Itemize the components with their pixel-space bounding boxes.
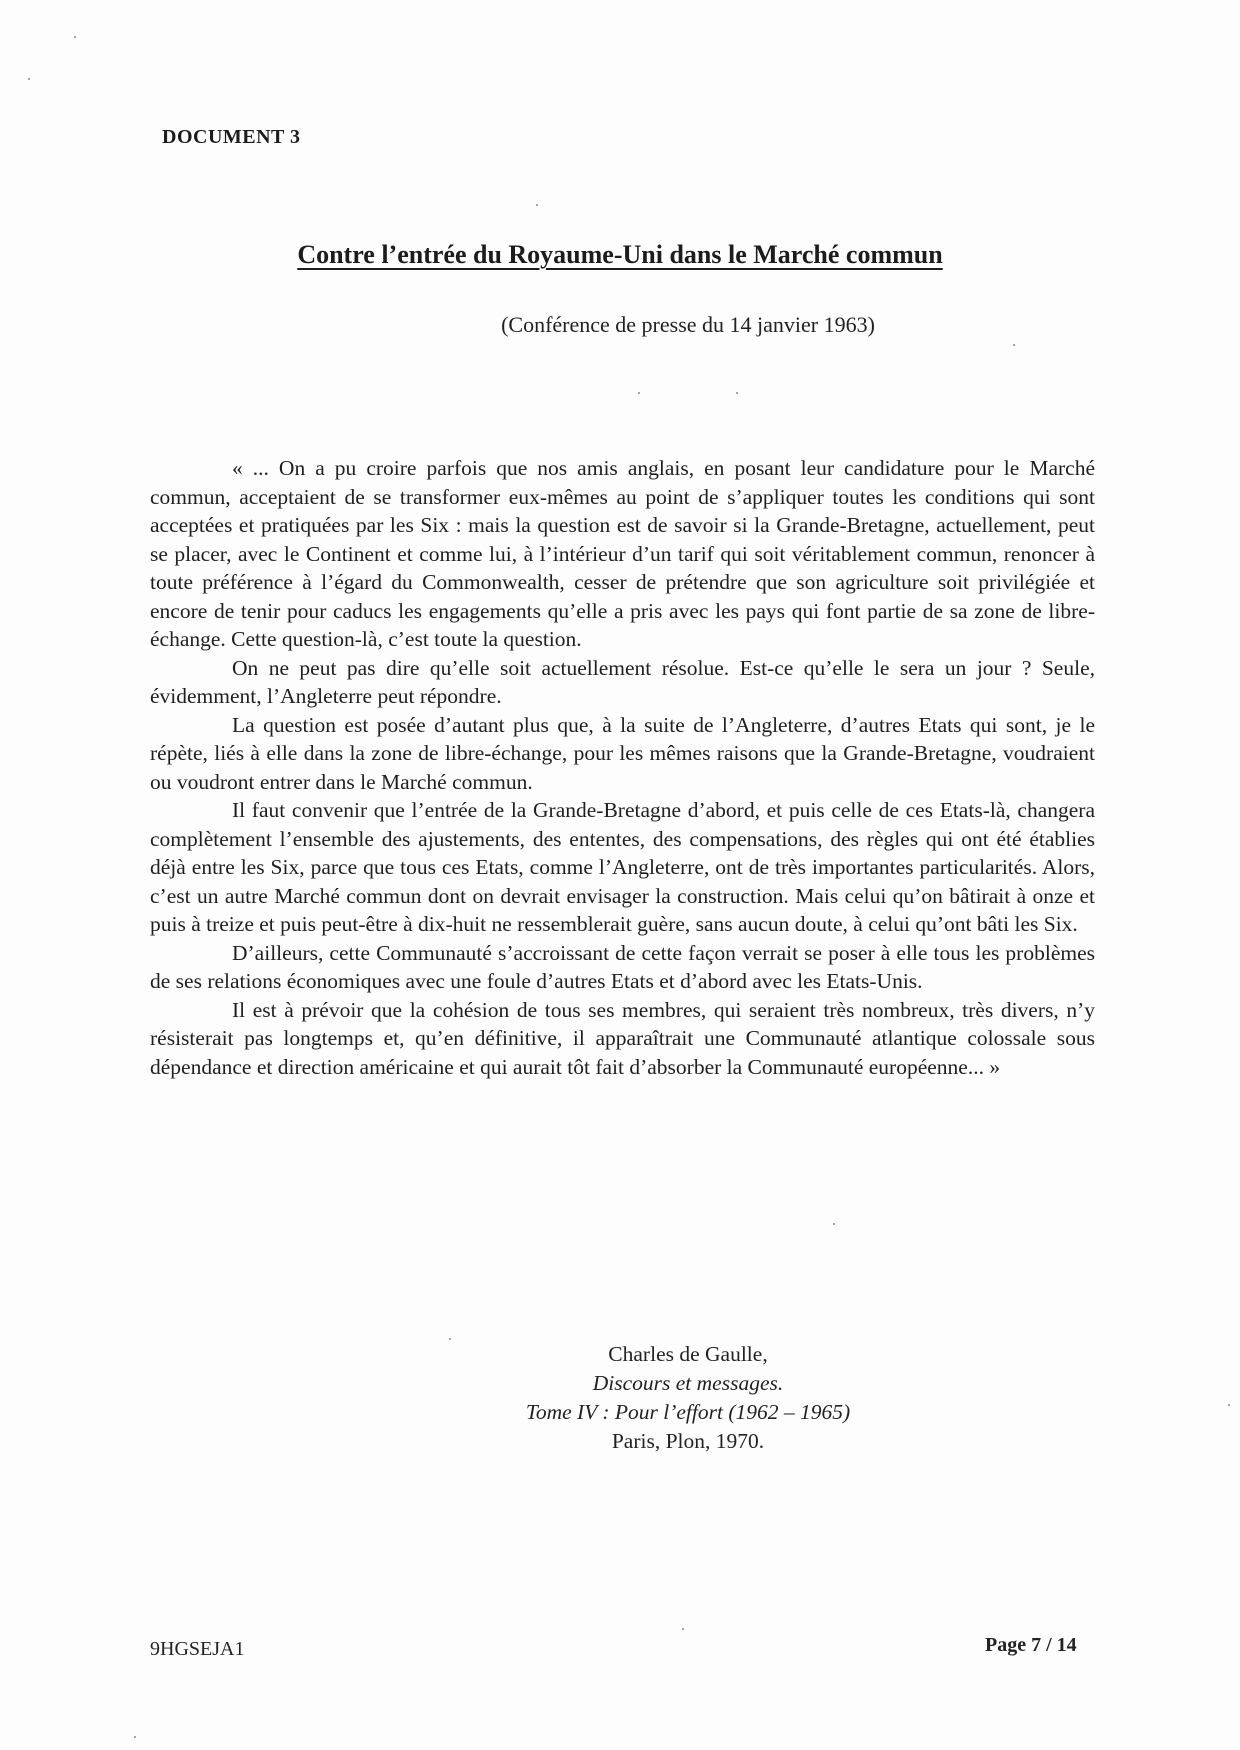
scan-speck bbox=[1228, 1404, 1230, 1406]
citation-volume: Tome IV : Pour l’effort (1962 – 1965) bbox=[525, 1400, 851, 1424]
scan-speck bbox=[638, 392, 640, 394]
scan-speck bbox=[833, 1223, 835, 1225]
citation-author: Charles de Gaulle, bbox=[608, 1342, 768, 1366]
footer-page-number: Page 7 / 14 bbox=[985, 1634, 1077, 1656]
footer-code: 9HGSEJA1 bbox=[150, 1638, 245, 1660]
document-title-text: Contre l’entrée du Royaume-Uni dans le Marché commun bbox=[297, 240, 943, 269]
citation-work: Discours et messages. bbox=[592, 1371, 784, 1395]
paragraph: « ... On a pu croire parfois que nos amis anglais, en posant leur candidature pour le Marché commun, acceptaient de se transformer eux-mêmes au point de s’appliquer toutes les conditions qui sont acceptées et pratiquées par les Six : mais la question est de savoir si la Grande-Bretagne, actuellement, peut se placer, avec le Continent et comme lui, à l’intérieur d’un tarif qui soit véritablement commun, renoncer à toute préférence à l’égard du Commonwealth, cesser de prétendre que son agriculture soit privilégiée et encore de tenir pour caducs les engagements qu’elle a pris avec les pays qui font partie de sa zone de libre-échange. Cette question-là, c’est toute la question. bbox=[150, 456, 1095, 651]
scan-speck bbox=[682, 1628, 684, 1630]
document-title bbox=[0, 240, 1240, 270]
scan-speck bbox=[28, 78, 30, 80]
scan-speck bbox=[449, 1338, 451, 1340]
source-citation bbox=[0, 1340, 1240, 1456]
citation-publisher: Paris, Plon, 1970. bbox=[611, 1429, 765, 1453]
paragraph: On ne peut pas dire qu’elle soit actuellement résolue. Est-ce qu’elle le sera un jour ? Seule, évidemment, l’Angleterre peut répondre. bbox=[150, 655, 1095, 708]
scan-speck bbox=[1013, 344, 1015, 346]
paragraph: La question est posée d’autant plus que, à la suite de l’Angleterre, d’autres Etats qui sont, je le répète, liés à elle dans la zone de libre-échange, pour les mêmes raisons que la Grande-Bretagne, voudraient ou voudront entrer dans le Marché commun. bbox=[150, 712, 1095, 794]
scan-speck bbox=[134, 1736, 136, 1738]
scan-speck bbox=[536, 204, 538, 206]
paragraph: Il faut convenir que l’entrée de la Grande-Bretagne d’abord, et puis celle de ces Etats-là, changera complètement l’ensemble des ajustements, des ententes, des compensations, des règles qui ont été établies déjà entre les Six, parce que tous ces Etats, comme l’Angleterre, ont de très importantes particularités. Alors, c’est un autre Marché commun dont on devrait envisager la construction. Mais celui qu’on bâtirait à onze et puis à treize et puis peut-être à dix-huit ne ressemblerait guère, sans aucun doute, à celui qu’ont bâti les Six. bbox=[150, 798, 1095, 936]
quote-body bbox=[150, 454, 1095, 1081]
paragraph: Il est à prévoir que la cohésion de tous ses membres, qui seraient très nombreux, très divers, n’y résisterait pas longtemps et, qu’en définitive, il apparaîtrait une Communauté atlantique colossale sous dépendance et direction américaine et qui aurait tôt fait d’absorber la Communauté européenne... » bbox=[150, 997, 1095, 1079]
scan-speck bbox=[736, 392, 738, 394]
scan-speck bbox=[74, 36, 76, 38]
document-subtitle: (Conférence de presse du 14 janvier 1963) bbox=[501, 312, 875, 337]
paragraph: D’ailleurs, cette Communauté s’accroissant de cette façon verrait se poser à elle tous les problèmes de ses relations économiques avec une foule d’autres Etats et d’abord avec les Etats-Unis. bbox=[150, 940, 1095, 993]
document-label: DOCUMENT 3 bbox=[162, 126, 301, 148]
